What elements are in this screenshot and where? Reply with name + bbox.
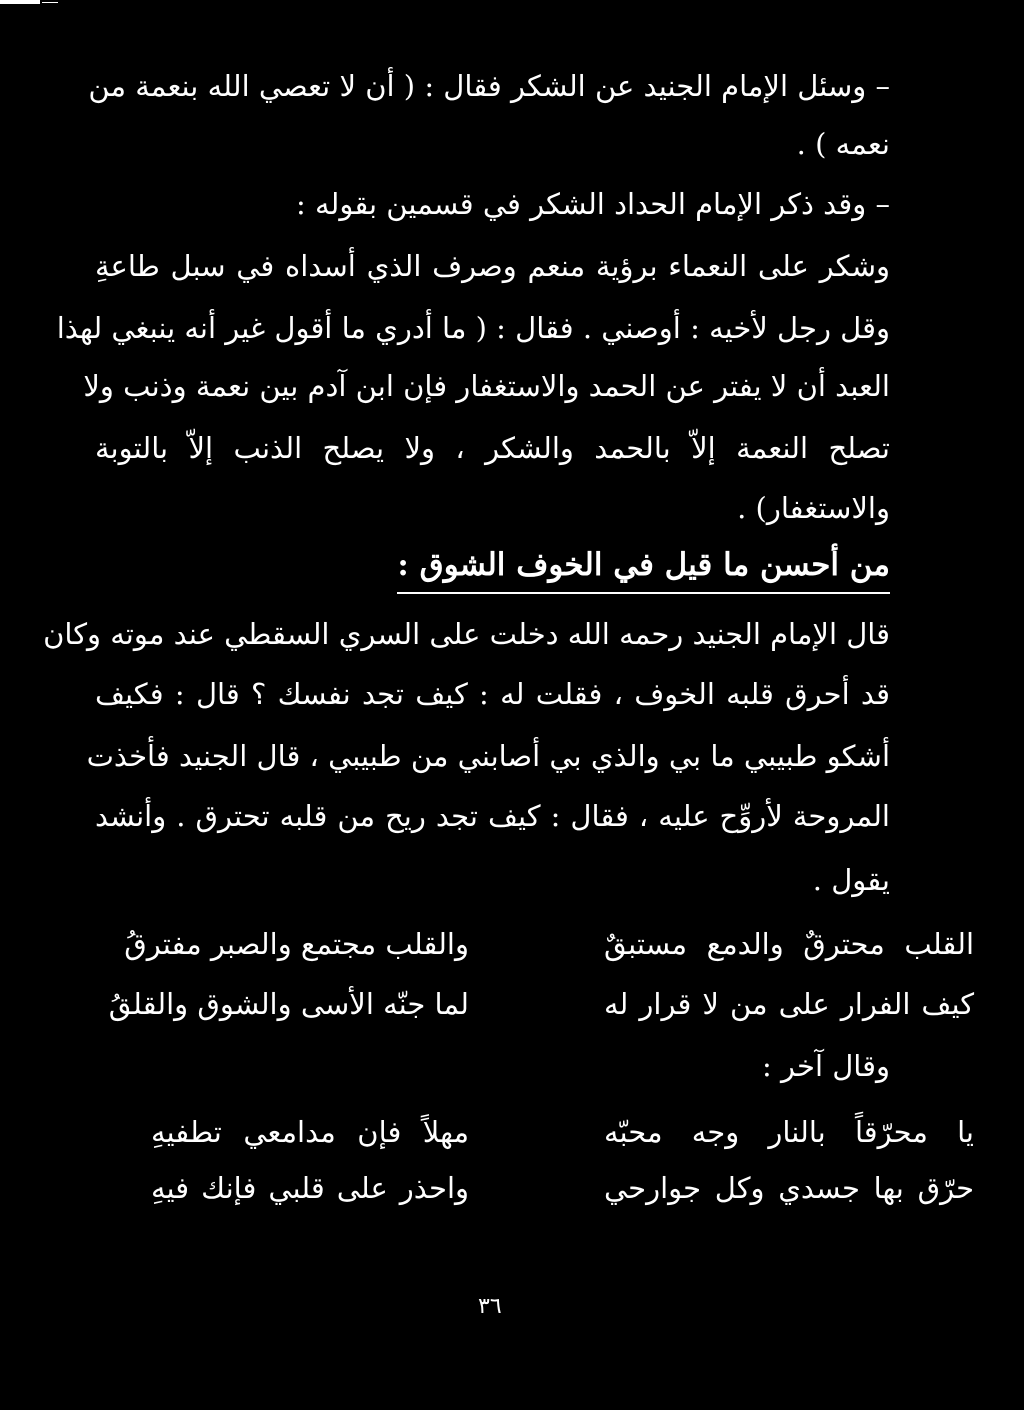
- text-line-8: والاستغفار) .: [737, 491, 890, 525]
- verse-2-right-hemistich-1: يا محرّقاً بالنار وجه محبّه: [604, 1115, 974, 1149]
- text-line-10: قد أحرق قلبه الخوف ، فقلت له : كيف تجد نفسك ؟ قال : فكيف: [95, 677, 890, 711]
- text-line-13: يقول .: [812, 863, 890, 897]
- text-line-6: العبد أن لا يفتر عن الحمد والاستغفار فإن ابن آدم بين نعمة وذنب ولا: [83, 369, 890, 403]
- text-line-12: المروحة لأروِّح عليه ، فقال : كيف تجد ريح من قلبه تحترق . وأنشد: [95, 799, 890, 833]
- page-number: ٣٦: [478, 1294, 502, 1319]
- text-line-2: نعمه ) .: [796, 127, 890, 161]
- text-line-1: – وسئل الإمام الجنيد عن الشكر فقال : ( أن لا تعصي الله بنعمة من: [88, 69, 890, 103]
- verse-2-right-hemistich-2: حرّق بها جسدي وكل جوارحي: [604, 1171, 974, 1205]
- scan-edge-mark-2: [42, 2, 58, 3]
- verse-1-left-hemistich-2: لما جنّه الأسى والشوق والقلقُ: [108, 987, 469, 1021]
- verse-1-right-hemistich-2: كيف الفرار على من لا قرار له: [604, 987, 974, 1021]
- verse-1-left-hemistich-1: والقلب مجتمع والصبر مفترقُ: [124, 927, 469, 961]
- verse-1-right-hemistich-1: القلب محترقٌ والدمع مستبقٌ: [604, 927, 974, 961]
- verse-2-intro: وقال آخر :: [762, 1049, 890, 1083]
- scan-edge-mark: [0, 0, 40, 4]
- text-line-9: قال الإمام الجنيد رحمه الله دخلت على السري السقطي عند موته وكان: [43, 617, 890, 651]
- verse-2-left-hemistich-1: مهلاً فإن مدامعي تطفيهِ: [151, 1115, 469, 1149]
- text-line-3: – وقد ذكر الإمام الحداد الشكر في قسمين بقوله :: [295, 187, 890, 221]
- text-line-4: وشكر على النعماء برؤية منعم وصرف الذي أسداه في سبل طاعةِ: [95, 249, 890, 283]
- text-line-7: تصلح النعمة إلاّ بالحمد والشكر ، ولا يصلح الذنب إلاّ بالتوبة: [95, 431, 890, 465]
- section-heading: من أحسن ما قيل في الخوف الشوق :: [397, 542, 890, 594]
- verse-2-left-hemistich-2: واحذر على قلبي فإنك فيهِ: [151, 1171, 469, 1205]
- text-line-5: وقل رجل لأخيه : أوصني . فقال : ( ما أدري ما أقول غير أنه ينبغي لهذا: [56, 311, 890, 345]
- text-line-11: أشكو طبيبي ما بي والذي بي أصابني من طبيبي ، قال الجنيد فأخذت: [86, 739, 890, 773]
